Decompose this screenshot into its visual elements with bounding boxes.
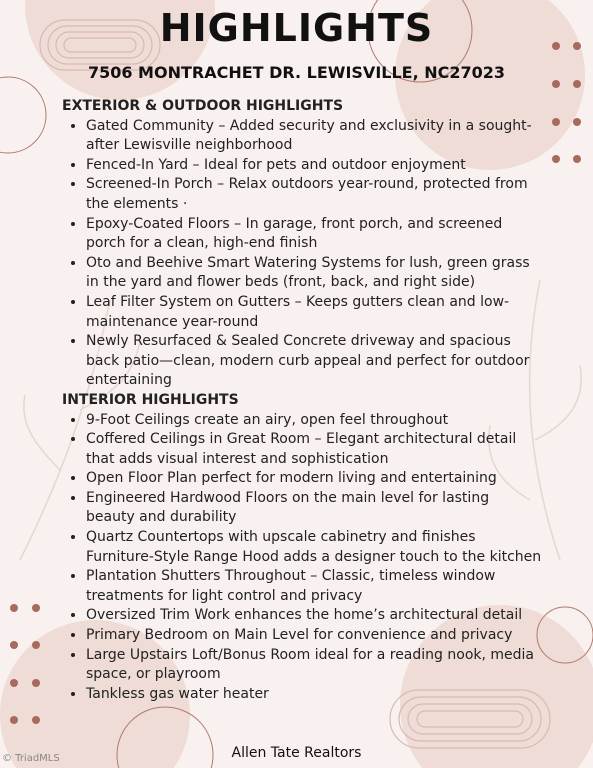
interior-list (62, 411, 542, 705)
list-item: • Leaf Filter System on Gutters – Keeps gutters clean and low-maintenance year-round (86, 293, 542, 332)
list-item: • Primary Bedroom on Main Level for convenience and privacy (86, 626, 542, 646)
list-item: • Gated Community – Added security and exclusivity in a sought-after Lewisville neighborhood (86, 117, 542, 156)
mls-watermark: © TriadMLS (2, 753, 60, 764)
list-item: • Oto and Beehive Smart Watering Systems for lush, green grass in the yard and flower beds (front, back, and right side) (86, 254, 542, 293)
list-item: • Newly Resurfaced & Sealed Concrete driveway and spacious back patio—clean, modern curb appeal and perfect for outdoor entertaining (86, 332, 542, 391)
exterior-section-heading: EXTERIOR & OUTDOOR HIGHLIGHTS (62, 98, 344, 114)
property-address: 7506 MONTRACHET DR. LEWISVILLE, NC27023 (87, 63, 506, 82)
list-item: • Large Upstairs Loft/Bonus Room ideal for a reading nook, media space, or playroom (86, 646, 542, 685)
highlights-content (62, 97, 542, 704)
interior-section-heading: INTERIOR HIGHLIGHTS (62, 391, 239, 408)
list-item: • Open Floor Plan perfect for modern living and entertaining (86, 469, 542, 489)
page-title: HIGHLIGHTS (159, 6, 434, 50)
list-item: • Fenced-In Yard – Ideal for pets and outdoor enjoyment (86, 156, 542, 176)
list-item: • Oversized Trim Work enhances the home’s architectural detail (86, 606, 542, 626)
list-item: • Quartz Countertops with upscale cabinetry and finishes Furniture-Style Range Hood adds a designer touch to the kitchen (86, 528, 542, 567)
outline-ring (0, 77, 46, 153)
list-item: • Plantation Shutters Throughout – Classic, timeless window treatments for light control and privacy (86, 567, 542, 606)
exterior-list (62, 117, 542, 391)
brokerage-name: Allen Tate Realtors (231, 745, 362, 761)
list-item: • Engineered Hardwood Floors on the main level for lasting beauty and durability (86, 489, 542, 528)
list-item: • Epoxy-Coated Floors – In garage, front porch, and screened porch for a clean, high-end finish (86, 215, 542, 254)
list-item: • Screened-In Porch – Relax outdoors year-round, protected from the elements · (86, 175, 542, 214)
list-item: • Coffered Ceilings in Great Room – Elegant architectural detail that adds visual interest and sophistication (86, 430, 542, 469)
list-item: • Tankless gas water heater (86, 685, 542, 705)
list-item: • 9-Foot Ceilings create an airy, open feel throughout (86, 411, 542, 431)
